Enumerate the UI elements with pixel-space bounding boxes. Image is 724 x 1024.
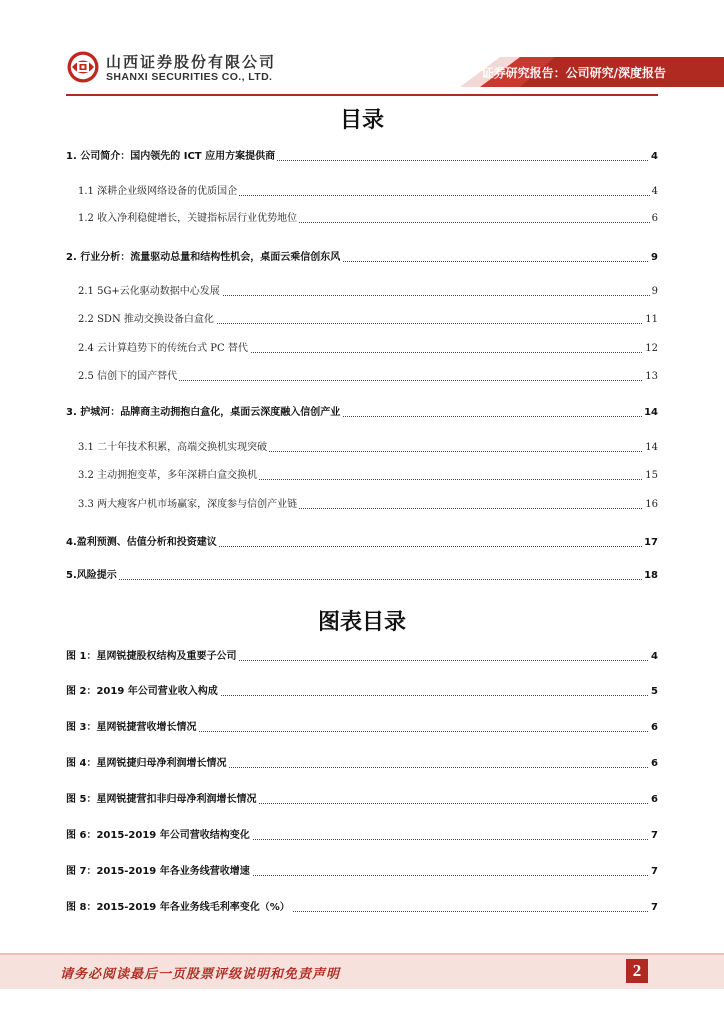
toc-entry[interactable] bbox=[0, 370, 724, 386]
entry-page: 7 bbox=[651, 902, 658, 913]
entry-page: 11 bbox=[645, 314, 658, 325]
entry-label: 3.3 两大瘦客户机市场赢家，深度参与信创产业链 bbox=[78, 499, 298, 510]
entry-label: 图 5：星网锐捷营扣非归母净利润增长情况 bbox=[66, 794, 257, 805]
company-name-cn: 山西证券股份有限公司 bbox=[106, 53, 277, 71]
toc-entry[interactable] bbox=[0, 865, 724, 881]
entry-label: 2.1 5G+云化驱动数据中心发展 bbox=[78, 286, 220, 297]
entry-page: 4 bbox=[651, 651, 658, 662]
entry-page: 9 bbox=[651, 252, 658, 263]
entry-label: 图 6：2015-2019 年公司营收结构变化 bbox=[66, 830, 250, 841]
disclaimer-notice: 请务必阅读最后一页股票评级说明和免责声明 bbox=[60, 967, 341, 982]
entry-page: 18 bbox=[644, 570, 658, 581]
entry-label: 5.风险提示 bbox=[66, 570, 117, 581]
entry-label: 2.5 信创下的国产替代 bbox=[78, 371, 178, 382]
toc-entry[interactable] bbox=[0, 829, 724, 845]
entry-page: 4 bbox=[651, 151, 658, 162]
toc-entry[interactable] bbox=[0, 650, 724, 666]
entry-label: 1. 公司简介：国内领先的 ICT 应用方案提供商 bbox=[66, 151, 276, 162]
entry-page: 6 bbox=[651, 213, 658, 224]
company-name-en: SHANXI SECURITIES CO., LTD. bbox=[106, 71, 273, 83]
entry-page: 16 bbox=[645, 499, 658, 510]
entry-label: 3. 护城河：品牌商主动拥抱白盒化，桌面云深度融入信创产业 bbox=[66, 407, 341, 418]
entry-page: 17 bbox=[644, 537, 658, 548]
entry-page: 7 bbox=[651, 830, 658, 841]
entry-label: 图 7：2015-2019 年各业务线营收增速 bbox=[66, 866, 250, 877]
entry-label: 3.1 二十年技术积累，高端交换机实现突破 bbox=[78, 442, 268, 453]
entry-page: 6 bbox=[651, 794, 658, 805]
toc-entry[interactable] bbox=[0, 212, 724, 228]
toc-entry[interactable] bbox=[0, 793, 724, 809]
toc-entry[interactable] bbox=[0, 441, 724, 457]
entry-label: 图 4：星网锐捷归母净利润增长情况 bbox=[66, 758, 227, 769]
entry-label: 2.2 SDN 推动交换设备白盒化 bbox=[78, 314, 214, 325]
toc-entry[interactable] bbox=[0, 721, 724, 737]
entry-page: 14 bbox=[645, 442, 658, 453]
entry-label: 1.2 收入净利稳健增长，关键指标居行业优势地位 bbox=[78, 213, 298, 224]
entry-label: 3.2 主动拥抱变革，多年深耕白盒交换机 bbox=[78, 470, 258, 481]
leader-dots bbox=[66, 579, 652, 580]
toc-entry[interactable] bbox=[0, 313, 724, 329]
entry-page: 14 bbox=[644, 407, 658, 418]
toc-entry[interactable] bbox=[0, 185, 724, 201]
toc-entry[interactable] bbox=[0, 757, 724, 773]
entry-page: 6 bbox=[651, 758, 658, 769]
toc-entry[interactable] bbox=[0, 251, 724, 267]
figures-title: 图表目录 bbox=[317, 610, 406, 635]
toc-entry[interactable] bbox=[0, 498, 724, 514]
toc-entry[interactable] bbox=[0, 150, 724, 166]
entry-label: 图 8：2015-2019 年各业务线毛利率变化（%） bbox=[66, 902, 290, 913]
toc-entry[interactable] bbox=[0, 536, 724, 552]
entry-label: 图 1：星网锐捷股权结构及重要子公司 bbox=[66, 651, 237, 662]
page-number: 2 bbox=[626, 959, 648, 983]
company-logo-icon bbox=[66, 50, 100, 84]
entry-page: 15 bbox=[645, 470, 658, 481]
entry-label: 图 3：星网锐捷营收增长情况 bbox=[66, 722, 197, 733]
entry-page: 12 bbox=[645, 343, 658, 354]
entry-page: 4 bbox=[651, 186, 658, 197]
entry-label: 4.盈利预测、估值分析和投资建议 bbox=[66, 537, 217, 548]
entry-page: 9 bbox=[651, 286, 658, 297]
entry-page: 13 bbox=[645, 371, 658, 382]
toc-entry[interactable] bbox=[0, 285, 724, 301]
entry-label: 1.1 深耕企业级网络设备的优质国企 bbox=[78, 186, 238, 197]
toc-entry[interactable] bbox=[0, 342, 724, 358]
toc-entry[interactable] bbox=[0, 901, 724, 917]
toc-entry[interactable] bbox=[0, 685, 724, 701]
toc-entry[interactable] bbox=[0, 469, 724, 485]
entry-page: 7 bbox=[651, 866, 658, 877]
entry-label: 2.4 云计算趋势下的传统台式 PC 替代 bbox=[78, 343, 248, 354]
toc-entry[interactable] bbox=[0, 406, 724, 422]
page-header bbox=[0, 0, 724, 100]
report-type-label: 证券研究报告：公司研究/深度报告 bbox=[481, 66, 666, 80]
entry-label: 2. 行业分析：流量驱动总量和结构性机会，桌面云乘信创东风 bbox=[66, 252, 341, 263]
header-divider bbox=[66, 94, 658, 96]
entry-page: 5 bbox=[651, 686, 658, 697]
entry-page: 6 bbox=[651, 722, 658, 733]
toc-title: 目录 bbox=[339, 108, 384, 133]
entry-label: 图 2：2019 年公司营业收入构成 bbox=[66, 686, 218, 697]
toc-entry[interactable] bbox=[0, 569, 724, 585]
